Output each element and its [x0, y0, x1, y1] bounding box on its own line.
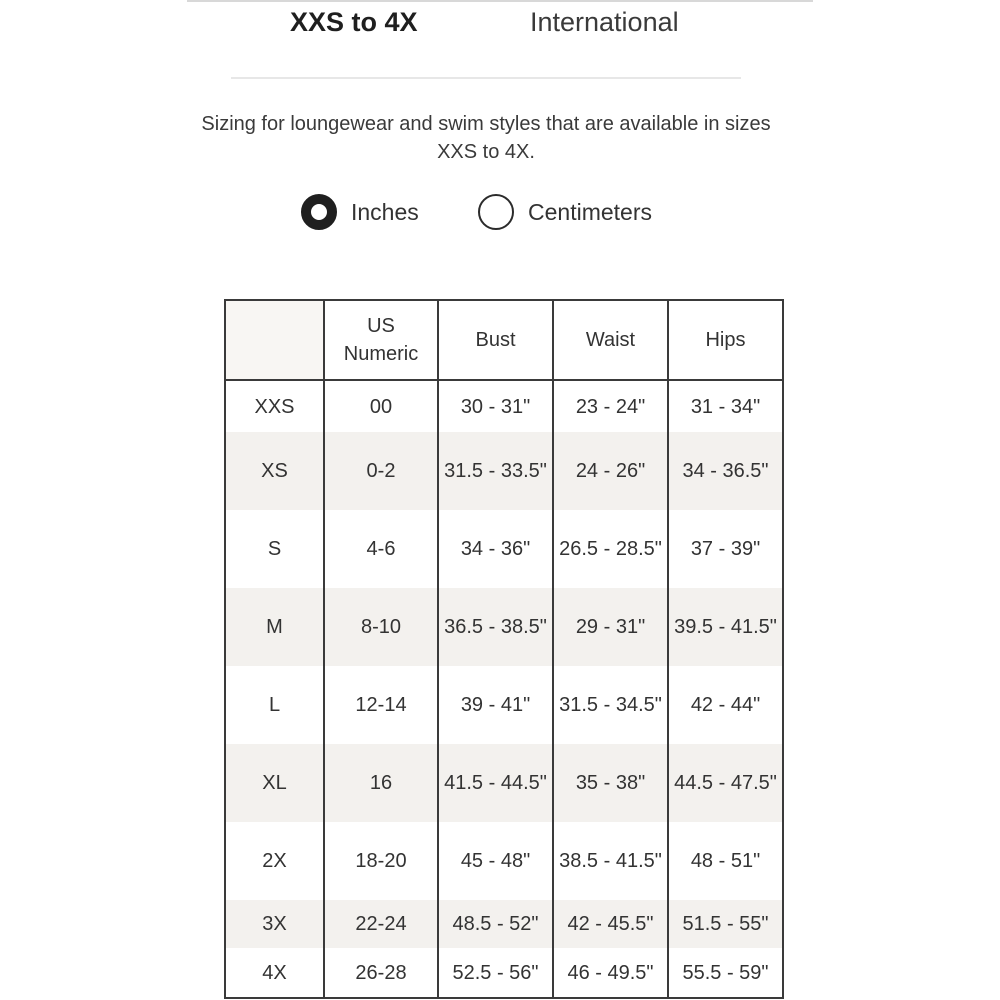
us-numeric-cell: 22-24 — [324, 900, 438, 948]
bust-cell: 39 - 41" — [438, 666, 553, 744]
hips-cell: 44.5 - 47.5" — [668, 744, 783, 822]
size-label: XXS — [225, 380, 324, 432]
waist-cell: 23 - 24" — [553, 380, 668, 432]
size-label: XS — [225, 432, 324, 510]
hips-cell: 37 - 39" — [668, 510, 783, 588]
table-row — [225, 510, 783, 588]
waist-cell: 38.5 - 41.5" — [553, 822, 668, 900]
table-row — [225, 744, 783, 822]
hips-cell: 42 - 44" — [668, 666, 783, 744]
us-numeric-cell: 0-2 — [324, 432, 438, 510]
sizing-description: Sizing for loungewear and swim styles that are available in sizes XXS to 4X. — [201, 113, 771, 163]
waist-cell: 31.5 - 34.5" — [553, 666, 668, 744]
hips-cell: 39.5 - 41.5" — [668, 588, 783, 666]
radio-selected-icon[interactable] — [301, 194, 337, 230]
us-numeric-cell: 16 — [324, 744, 438, 822]
hips-cell: 31 - 34" — [668, 380, 783, 432]
header-bust: Bust — [438, 300, 553, 380]
header-hips: Hips — [668, 300, 783, 380]
unit-option-centimeters[interactable] — [478, 192, 652, 232]
table-row — [225, 666, 783, 744]
size-label: 2X — [225, 822, 324, 900]
table-row — [225, 900, 783, 948]
tab-international[interactable]: International — [530, 7, 679, 37]
us-numeric-cell: 12-14 — [324, 666, 438, 744]
bust-cell: 31.5 - 33.5" — [438, 432, 553, 510]
us-numeric-cell: 8-10 — [324, 588, 438, 666]
us-numeric-cell: 26-28 — [324, 948, 438, 998]
bust-cell: 45 - 48" — [438, 822, 553, 900]
bust-cell: 34 - 36" — [438, 510, 553, 588]
size-label: 4X — [225, 948, 324, 998]
size-label: XL — [225, 744, 324, 822]
unit-label-centimeters: Centimeters — [528, 198, 652, 225]
bust-cell: 30 - 31" — [438, 380, 553, 432]
waist-cell: 35 - 38" — [553, 744, 668, 822]
table-row — [225, 822, 783, 900]
bust-cell: 52.5 - 56" — [438, 948, 553, 998]
header-size-empty — [225, 300, 324, 380]
tab-xxs-to-4x[interactable]: XXS to 4X — [290, 7, 418, 37]
bust-cell: 36.5 - 38.5" — [438, 588, 553, 666]
table-header-row — [225, 300, 783, 380]
size-label: 3X — [225, 900, 324, 948]
unit-label-inches: Inches — [351, 198, 419, 225]
hips-cell: 48 - 51" — [668, 822, 783, 900]
tab-divider — [231, 77, 741, 79]
table-row — [225, 380, 783, 432]
waist-cell: 26.5 - 28.5" — [553, 510, 668, 588]
header-waist: Waist — [553, 300, 668, 380]
size-label: L — [225, 666, 324, 744]
us-numeric-cell: 4-6 — [324, 510, 438, 588]
waist-cell: 42 - 45.5" — [553, 900, 668, 948]
unit-toggle — [0, 192, 1000, 232]
table-row — [225, 948, 783, 998]
waist-cell: 24 - 26" — [553, 432, 668, 510]
bust-cell: 48.5 - 52" — [438, 900, 553, 948]
waist-cell: 46 - 49.5" — [553, 948, 668, 998]
us-numeric-cell: 18-20 — [324, 822, 438, 900]
hips-cell: 34 - 36.5" — [668, 432, 783, 510]
size-range-tabs — [0, 0, 1000, 48]
table-row — [225, 432, 783, 510]
hips-cell: 51.5 - 55" — [668, 900, 783, 948]
size-chart-table — [224, 299, 784, 999]
us-numeric-cell: 00 — [324, 380, 438, 432]
table-row — [225, 588, 783, 666]
radio-unselected-icon[interactable] — [478, 194, 514, 230]
unit-option-inches[interactable] — [301, 192, 419, 232]
hips-cell: 55.5 - 59" — [668, 948, 783, 998]
header-us-numeric: US Numeric — [324, 300, 438, 380]
size-label: S — [225, 510, 324, 588]
waist-cell: 29 - 31" — [553, 588, 668, 666]
size-label: M — [225, 588, 324, 666]
bust-cell: 41.5 - 44.5" — [438, 744, 553, 822]
